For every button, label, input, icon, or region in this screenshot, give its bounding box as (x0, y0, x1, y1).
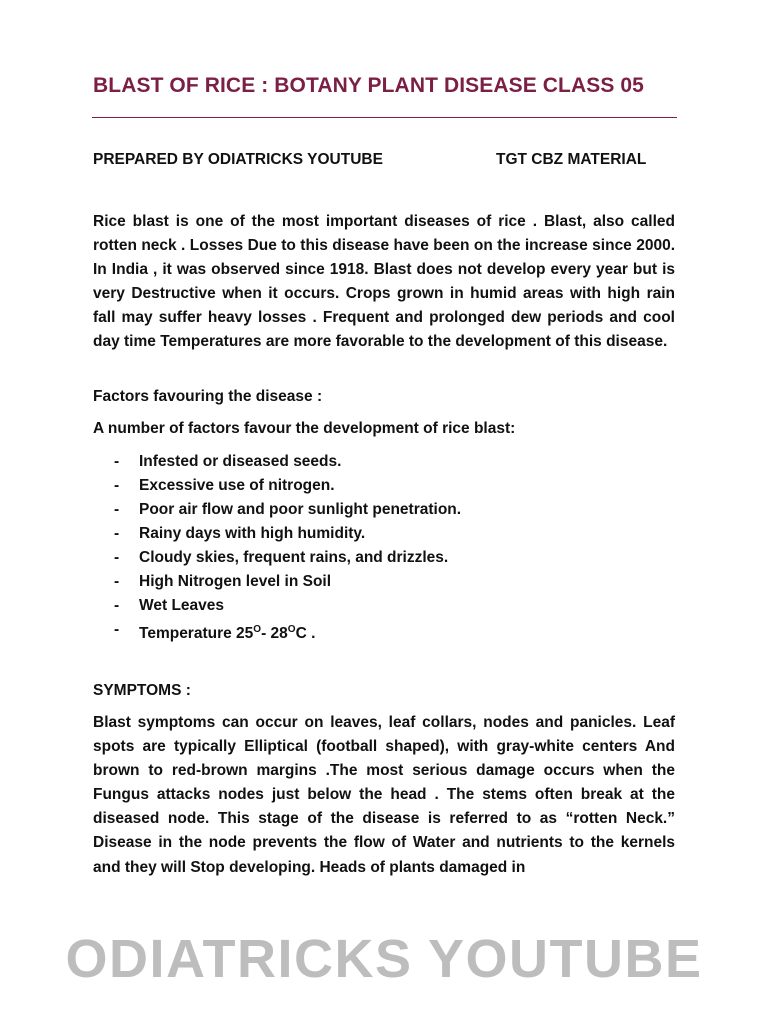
degree-mark: O (253, 624, 262, 635)
list-item-text: Cloudy skies, frequent rains, and drizzles. (139, 549, 449, 566)
list-item (114, 450, 461, 474)
temperature-middle: - 28 (261, 625, 288, 642)
list-marker: - (114, 597, 120, 614)
document-title: BLAST OF RICE : BOTANY PLANT DISEASE CLASS 05 (93, 74, 644, 97)
factors-intro: A number of factors favour the development of rice blast: (93, 420, 516, 437)
list-marker: - (114, 525, 120, 542)
list-item-text: Poor air flow and poor sunlight penetration. (139, 501, 462, 518)
watermark-text: ODIATRICKS YOUTUBE (65, 929, 703, 989)
list-marker: - (114, 501, 120, 518)
list-item (114, 522, 461, 546)
list-item-text: Infested or diseased seeds. (139, 453, 342, 470)
title-divider (92, 117, 677, 118)
list-marker: - (114, 549, 120, 566)
material-label: TGT CBZ MATERIAL (496, 151, 647, 168)
list-item (114, 594, 461, 618)
list-item (114, 498, 461, 522)
symptoms-paragraph: Blast symptoms can occur on leaves, leaf collars, nodes and panicles. Leaf spots are typically Elliptical (football shaped), with gray-white centers And brown to red-brown margins .The most serious damage occurs when the Fungus attacks nodes just below the head . The stems often break at the diseased node. This stage of the disease is referred to as “rotten Neck.” Disease in the node prevents the flow of Water and nutrients to the kernels and they will Stop developing. Heads of plants damaged in (93, 714, 675, 876)
degree-mark: O (287, 624, 296, 635)
temperature-suffix: C . (295, 625, 316, 642)
list-marker: - (114, 573, 120, 590)
list-item-text: High Nitrogen level in Soil (139, 573, 332, 590)
temperature-prefix: Temperature 25 (139, 625, 254, 642)
list-item-temperature (114, 618, 461, 642)
list-marker: - (114, 621, 120, 638)
symptoms-heading: SYMPTOMS : (93, 682, 191, 699)
list-marker: - (114, 453, 120, 470)
list-marker: - (114, 477, 120, 494)
intro-paragraph: Rice blast is one of the most important diseases of rice . Blast, also called rotten neck . Losses Due to this disease have been on the increase since 2000. In India , it was observed since 1918. Blast does not develop every year but is very Destructive when it occurs. Crops grown in humid areas with high rain fall may suffer heavy losses . Frequent and prolonged dew periods and cool day time Temperatures are more favorable to the development of this disease. (93, 213, 675, 351)
list-item (114, 474, 461, 498)
list-item-text: Rainy days with high humidity. (139, 525, 366, 542)
list-item (114, 570, 461, 594)
factors-heading: Factors favouring the disease : (93, 388, 323, 405)
factors-list (114, 450, 461, 642)
list-item (114, 546, 461, 570)
list-item-text: Excessive use of nitrogen. (139, 477, 335, 494)
list-item-text: Wet Leaves (139, 597, 225, 614)
prepared-by-label: PREPARED BY ODIATRICKS YOUTUBE (93, 151, 383, 168)
